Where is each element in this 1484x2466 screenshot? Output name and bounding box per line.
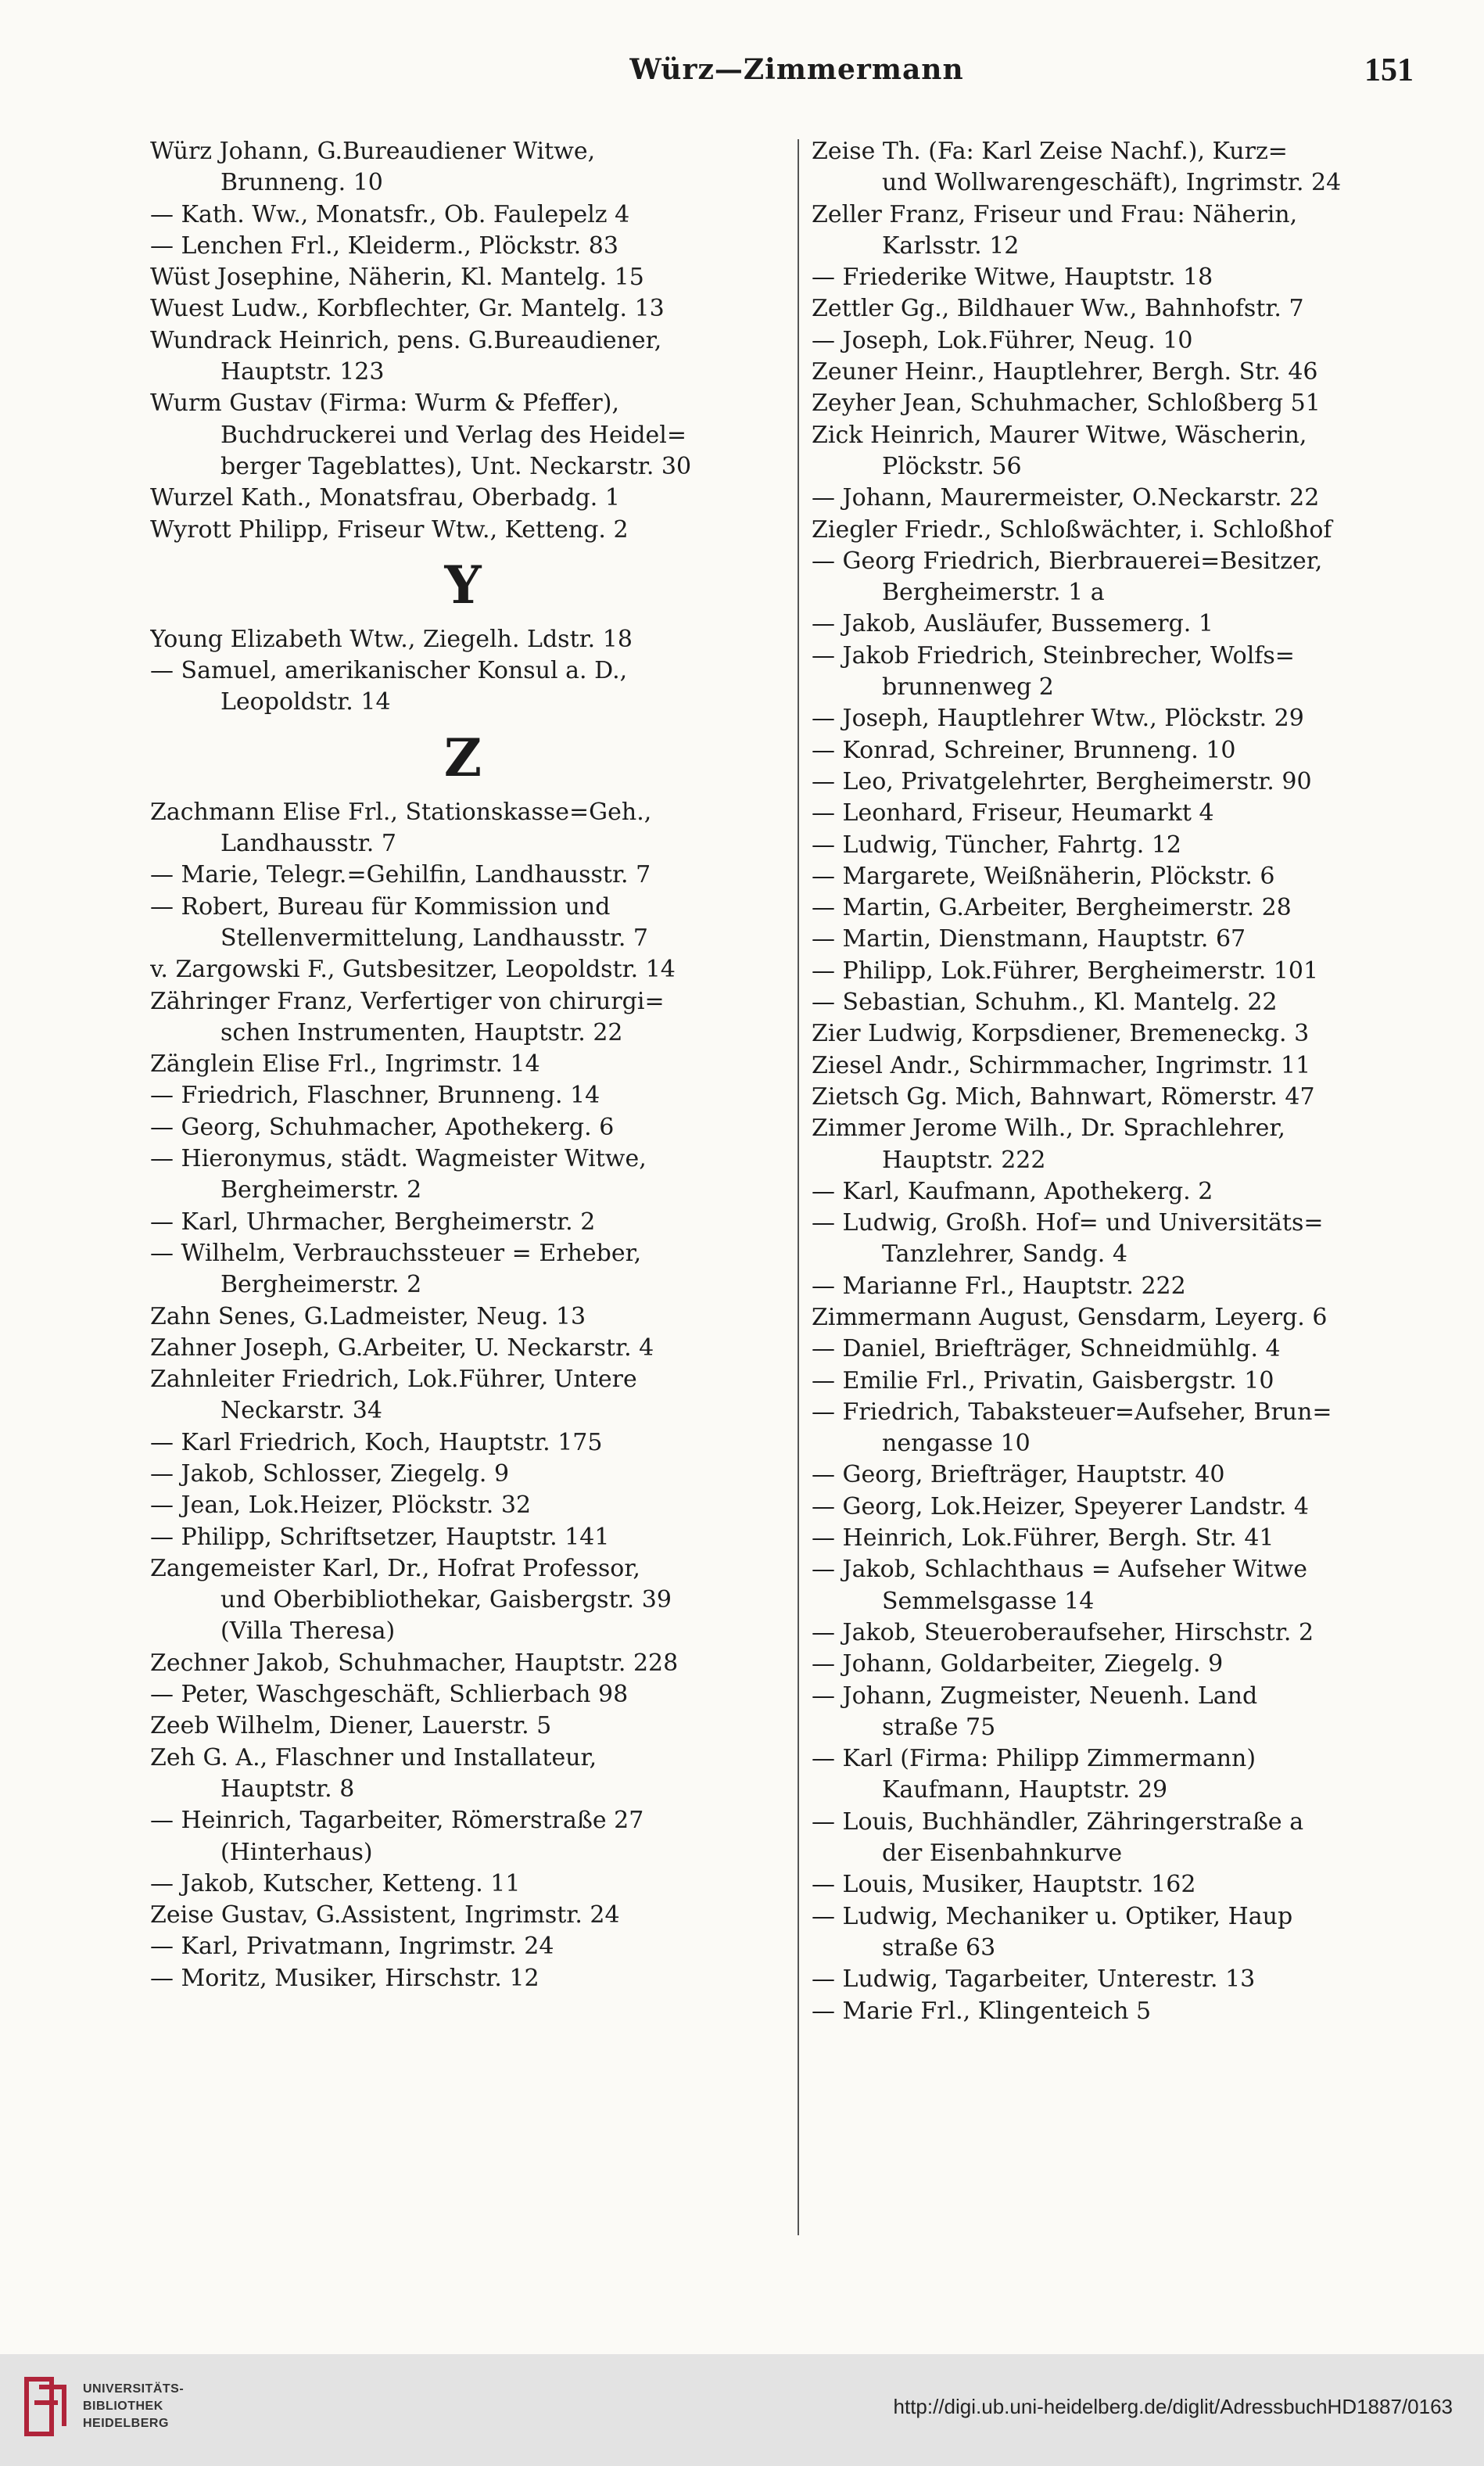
directory-entry (812, 1334, 1437, 1365)
footer-bar (0, 2354, 1484, 2466)
directory-entry (150, 325, 776, 389)
directory-entry (812, 293, 1437, 325)
entry-text: — Ludwig, Tagarbeiter, Unterestr. 13 (812, 1965, 1256, 1994)
entry-continuation: Landhausstr. 7 (220, 830, 396, 858)
entry-text: — Ludwig, Tüncher, Fahrtg. 12 (812, 831, 1182, 859)
page-title: Würz—Zimmermann (629, 53, 964, 86)
entry-text: Zeh G. A., Flaschner und Installateur, (150, 1743, 597, 1771)
entry-text: Zimmer Jerome Wilh., Dr. Sprachlehrer, (812, 1115, 1285, 1143)
directory-entry (812, 798, 1437, 829)
directory-entry (150, 624, 776, 655)
entry-continuation: Hauptstr. 222 (882, 1146, 1046, 1174)
entry-text: Wundrack Heinrich, pens. G.Bureaudiener, (150, 326, 662, 354)
entry-text: — Peter, Waschgeschäft, Schlierbach 98 (150, 1681, 629, 1709)
entry-text: — Robert, Bureau für Kommission und (150, 892, 611, 921)
entry-text: — Friedrich, Flaschner, Brunneng. 14 (150, 1082, 600, 1110)
entry-text: Zettler Gg., Bildhauer Ww., Bahnhofstr. 7 (812, 295, 1304, 323)
entry-text: — Karl, Kaufmann, Apothekerg. 2 (812, 1177, 1213, 1205)
directory-entry (812, 956, 1437, 987)
directory-entry (812, 483, 1437, 514)
directory-entry (150, 231, 776, 262)
directory-entry (150, 1522, 776, 1553)
entry-text: Ziesel Andr., Schirmmacher, Ingrimstr. 11 (812, 1051, 1311, 1079)
directory-entry (812, 861, 1437, 892)
entry-text: — Samuel, amerikanischer Konsul a. D., (150, 657, 628, 685)
right-column (812, 136, 1437, 2263)
directory-entry (812, 1082, 1437, 1113)
directory-entry (812, 924, 1437, 955)
directory-entry (812, 766, 1437, 798)
entry-text: Zahnleiter Friedrich, Lok.Führer, Untere (150, 1366, 637, 1394)
entry-text: Zeyher Jean, Schuhmacher, Schloßberg 51 (812, 389, 1321, 418)
entry-continuation: Plöckstr. 56 (882, 452, 1022, 480)
entry-text: Zier Ludwig, Korpsdiener, Bremeneckg. 3 (812, 1020, 1310, 1048)
entry-text: — Wilhelm, Verbrauchssteuer = Erheber, (150, 1239, 642, 1267)
entry-text: — Marianne Frl., Hauptstr. 222 (812, 1272, 1186, 1300)
entry-text: — Leonhard, Friseur, Heumarkt 4 (812, 799, 1214, 827)
entry-text: — Jakob, Schlosser, Ziegelg. 9 (150, 1459, 510, 1488)
entry-continuation: Leopoldstr. 14 (220, 688, 391, 716)
directory-entry (812, 892, 1437, 924)
entry-continuation: Karlsstr. 12 (882, 232, 1020, 260)
directory-entry (150, 1931, 776, 1962)
entry-text: — Philipp, Schriftsetzer, Hauptstr. 141 (150, 1523, 610, 1551)
directory-entry (150, 1112, 776, 1143)
directory-entry (812, 388, 1437, 419)
entry-text: Zeise Gustav, G.Assistent, Ingrimstr. 24 (150, 1901, 620, 1929)
entry-text: v. Zargowski F., Gutsbesitzer, Leopoldstr. 14 (150, 956, 676, 984)
directory-entry (812, 1176, 1437, 1208)
directory-entry (150, 1805, 776, 1868)
entry-continuation: Tanzlehrer, Sandg. 4 (882, 1240, 1127, 1269)
entry-text: — Georg, Briefträger, Hauptstr. 40 (812, 1461, 1225, 1489)
entry-continuation: und Wollwarengeschäft), Ingrimstr. 24 (882, 169, 1342, 197)
entry-text: — Karl (Firma: Philipp Zimmermann) (812, 1745, 1256, 1773)
directory-entry (812, 987, 1437, 1018)
directory-entry (150, 1900, 776, 1931)
entry-text: — Daniel, Briefträger, Schneidmühlg. 4 (812, 1335, 1281, 1363)
directory-entry (812, 357, 1437, 388)
entry-text: — Leo, Privatgelehrter, Bergheimerstr. 90 (812, 767, 1312, 795)
directory-entry (150, 1459, 776, 1490)
entry-continuation: Brunneng. 10 (220, 169, 383, 197)
entry-text: Zeuner Heinr., Hauptlehrer, Bergh. Str. 46 (812, 358, 1318, 386)
directory-entry (150, 388, 776, 483)
entry-text: — Georg Friedrich, Bierbrauerei=Besitzer, (812, 547, 1323, 575)
entry-text: Zimmermann August, Gensdarm, Leyerg. 6 (812, 1303, 1328, 1331)
directory-entry (150, 1143, 776, 1207)
entry-text: Würz Johann, G.Bureaudiener Witwe, (150, 138, 596, 165)
entry-text: — Margarete, Weißnäherin, Plöckstr. 6 (812, 862, 1275, 890)
entry-text: — Hieronymus, städt. Wagmeister Witwe, (150, 1145, 647, 1173)
directory-entry (812, 420, 1437, 483)
entry-text: — Philipp, Lok.Führer, Bergheimerstr. 101 (812, 957, 1319, 985)
entry-text: — Jean, Lok.Heizer, Plöckstr. 32 (150, 1491, 532, 1520)
directory-entry (150, 262, 776, 293)
entry-continuation: Bergheimerstr. 2 (220, 1176, 422, 1204)
directory-entry (150, 954, 776, 985)
directory-entry (150, 1364, 776, 1427)
entry-continuation: (Villa Theresa) (220, 1617, 396, 1646)
entry-text: — Jakob, Kutscher, Ketteng. 11 (150, 1869, 521, 1897)
entry-text: Young Elizabeth Wtw., Ziegelh. Ldstr. 18 (150, 625, 633, 653)
directory-entry (150, 655, 776, 719)
directory-entry (812, 830, 1437, 861)
directory-entry (812, 1050, 1437, 1082)
library-name-line-1: UNIVERSITÄTS- (83, 2382, 185, 2396)
directory-entry (150, 892, 776, 955)
entry-continuation: nengasse 10 (882, 1430, 1031, 1458)
column-divider (798, 139, 799, 2235)
entry-text: — Friederike Witwe, Hauptstr. 18 (812, 264, 1213, 292)
entry-text: — Jakob, Ausläufer, Bussemerg. 1 (812, 610, 1213, 638)
directory-entry (812, 608, 1437, 640)
directory-entry (150, 1301, 776, 1333)
directory-entry (150, 483, 776, 514)
entry-text: Wyrott Philipp, Friseur Wtw., Ketteng. 2 (150, 515, 629, 544)
entry-text: — Heinrich, Tagarbeiter, Römerstraße 27 (150, 1807, 644, 1835)
entry-continuation: (Hinterhaus) (220, 1838, 373, 1866)
directory-entry (812, 515, 1437, 546)
directory-entry (150, 1963, 776, 1994)
directory-entry (812, 703, 1437, 734)
entry-continuation: Buchdruckerei und Verlag des Heidel= (220, 421, 687, 449)
directory-entry (150, 986, 776, 1050)
directory-entry (812, 1018, 1437, 1050)
entry-text: — Heinrich, Lok.Führer, Bergh. Str. 41 (812, 1524, 1274, 1552)
directory-entry (812, 1491, 1437, 1523)
entry-text: — Emilie Frl., Privatin, Gaisbergstr. 10 (812, 1366, 1274, 1395)
entry-continuation: Hauptstr. 8 (220, 1775, 355, 1803)
directory-entry (150, 1333, 776, 1364)
directory-entry (812, 546, 1437, 609)
entry-text: Ziegler Friedr., Schloßwächter, i. Schloßhof (812, 515, 1332, 544)
directory-entry (812, 199, 1437, 263)
directory-entry (150, 1743, 776, 1806)
directory-entry (812, 641, 1437, 704)
directory-entry (812, 1807, 1437, 1870)
directory-entry (812, 1964, 1437, 1995)
entry-continuation: der Eisenbahnkurve (882, 1840, 1123, 1868)
directory-entry (812, 1554, 1437, 1617)
directory-entry (150, 1553, 776, 1648)
entry-text: — Karl, Privatmann, Ingrimstr. 24 (150, 1933, 554, 1961)
entry-continuation: Bergheimerstr. 1 a (882, 579, 1105, 607)
directory-entry (812, 1649, 1437, 1680)
library-name-line-2: BIBLIOTHEK (83, 2400, 163, 2413)
directory-entry (812, 1459, 1437, 1491)
entry-text: Wurm Gustav (Firma: Wurm & Pfeffer), (150, 389, 619, 418)
directory-entry (812, 1271, 1437, 1302)
directory-entry (812, 136, 1437, 199)
entry-continuation: straße 75 (882, 1713, 996, 1741)
directory-entry (150, 1490, 776, 1521)
entry-text: — Louis, Buchhändler, Zähringerstraße a (812, 1807, 1304, 1836)
entry-text: — Georg, Lok.Heizer, Speyerer Landstr. 4 (812, 1492, 1309, 1520)
entry-text: — Lenchen Frl., Kleiderm., Plöckstr. 83 (150, 232, 618, 260)
entry-text: Zahn Senes, G.Ladmeister, Neug. 13 (150, 1302, 586, 1330)
entry-text: Wurzel Kath., Monatsfrau, Oberbadg. 1 (150, 484, 620, 512)
directory-entry (150, 136, 776, 199)
library-name-line-3: HEIDELBERG (83, 2417, 169, 2430)
directory-entry (150, 797, 776, 860)
source-url-link[interactable]: http://digi.ub.uni-heidelberg.de/diglit/AdressbuchHD1887/0163 (893, 2395, 1453, 2418)
entry-text: — Johann, Zugmeister, Neuenh. Land (812, 1682, 1258, 1710)
entry-continuation: berger Tageblattes), Unt. Neckarstr. 30 (220, 452, 692, 480)
entry-text: — Martin, G.Arbeiter, Bergheimerstr. 28 (812, 894, 1292, 922)
entry-text: — Martin, Dienstmann, Hauptstr. 67 (812, 925, 1246, 953)
entry-text: — Jakob Friedrich, Steinbrecher, Wolfs= (812, 641, 1295, 669)
directory-entry (812, 1113, 1437, 1176)
entry-text: Zeller Franz, Friseur und Frau: Näherin, (812, 200, 1298, 228)
entry-text: — Karl Friedrich, Koch, Hauptstr. 175 (150, 1428, 603, 1456)
directory-entry (150, 199, 776, 231)
entry-text: Zick Heinrich, Maurer Witwe, Wäscherin, (812, 421, 1307, 449)
directory-entry (812, 1366, 1437, 1397)
entry-text: — Kath. Ww., Monatsfr., Ob. Faulepelz 4 (150, 200, 630, 228)
entry-text: — Johann, Maurermeister, O.Neckarstr. 22 (812, 484, 1320, 512)
page-number: 151 (1364, 52, 1414, 88)
section-letter: Z (443, 727, 482, 788)
entry-text: Zahner Joseph, G.Arbeiter, U. Neckarstr. 4 (150, 1334, 654, 1362)
entry-text: — Georg, Schuhmacher, Apothekerg. 6 (150, 1113, 615, 1141)
directory-entry (150, 515, 776, 546)
entry-text: — Moritz, Musiker, Hirschstr. 12 (150, 1964, 539, 1992)
directory-entry (150, 1049, 776, 1080)
entry-text: — Ludwig, Mechaniker u. Optiker, Haup (812, 1902, 1293, 1930)
directory-entry (812, 1617, 1437, 1649)
directory-entry (150, 1427, 776, 1459)
directory-entry (150, 1679, 776, 1710)
entry-text: Zachmann Elise Frl., Stationskasse=Geh., (150, 798, 652, 826)
entry-text: Wuest Ludw., Korbflechter, Gr. Mantelg. 13 (150, 295, 665, 323)
entry-continuation: schen Instrumenten, Hauptstr. 22 (220, 1018, 623, 1046)
entry-text: Wüst Josephine, Näherin, Kl. Mantelg. 15 (150, 264, 644, 292)
entry-text: — Ludwig, Großh. Hof= und Universitäts= (812, 1209, 1324, 1237)
directory-entry (150, 1238, 776, 1301)
directory-entry (812, 1869, 1437, 1901)
directory-entry (812, 1901, 1437, 1965)
directory-entry (150, 293, 776, 325)
page-header (149, 48, 1445, 95)
library-logo[interactable] (20, 2371, 200, 2446)
directory-entry (812, 1302, 1437, 1334)
entry-text: Zähringer Franz, Verfertiger von chirurgi= (150, 987, 665, 1015)
directory-entry (812, 1681, 1437, 1744)
directory-entry (812, 1996, 1437, 2027)
directory-entry (150, 1207, 776, 1238)
entry-text: Zietsch Gg. Mich, Bahnwart, Römerstr. 47 (812, 1082, 1315, 1111)
entry-continuation: Neckarstr. 34 (220, 1397, 382, 1425)
directory-entry (812, 262, 1437, 293)
directory-entry (812, 735, 1437, 766)
entry-continuation: und Oberbibliothekar, Gaisbergstr. 39 (220, 1586, 672, 1614)
section-letter: Y (444, 554, 482, 616)
heidelberg-library-logo-icon (20, 2371, 75, 2442)
left-column (150, 136, 776, 2263)
entry-text: — Johann, Goldarbeiter, Ziegelg. 9 (812, 1650, 1224, 1678)
entry-text: — Louis, Musiker, Hauptstr. 162 (812, 1871, 1196, 1899)
entry-text: — Jakob, Steueroberaufseher, Hirschstr. 2 (812, 1618, 1314, 1646)
directory-entry (812, 1523, 1437, 1554)
entry-text: — Marie Frl., Klingenteich 5 (812, 1997, 1152, 2025)
entry-text: — Karl, Uhrmacher, Bergheimerstr. 2 (150, 1208, 596, 1236)
directory-entry (812, 1397, 1437, 1460)
entry-text: — Joseph, Lok.Führer, Neug. 10 (812, 326, 1193, 354)
directory-entry (150, 1648, 776, 1679)
entry-text: — Friedrich, Tabaksteuer=Aufseher, Brun= (812, 1398, 1332, 1426)
directory-entry (150, 1868, 776, 1900)
directory-entry (812, 325, 1437, 357)
directory-entry (150, 1710, 776, 1742)
directory-entry (812, 1208, 1437, 1271)
entry-text: — Jakob, Schlachthaus = Aufseher Witwe (812, 1556, 1308, 1584)
entry-text: Zangemeister Karl, Dr., Hofrat Professor, (150, 1554, 640, 1582)
entry-text: Zänglein Elise Frl., Ingrimstr. 14 (150, 1050, 540, 1079)
directory-entry (150, 860, 776, 891)
entry-continuation: Semmelsgasse 14 (882, 1587, 1095, 1615)
directory-entry (150, 1080, 776, 1111)
entry-continuation: straße 63 (882, 1933, 996, 1962)
entry-text: — Konrad, Schreiner, Brunneng. 10 (812, 736, 1236, 764)
entry-continuation: Stellenvermittelung, Landhausstr. 7 (220, 924, 649, 952)
entry-continuation: Hauptstr. 123 (220, 358, 385, 386)
directory-entry (812, 1743, 1437, 1807)
entry-text: — Sebastian, Schuhm., Kl. Mantelg. 22 (812, 989, 1278, 1017)
entry-text: — Marie, Telegr.=Gehilfin, Landhausstr. 7 (150, 861, 651, 889)
entry-text: Zechner Jakob, Schuhmacher, Hauptstr. 228 (150, 1649, 679, 1677)
entry-text: Zeeb Wilhelm, Diener, Lauerstr. 5 (150, 1712, 552, 1740)
entry-continuation: Kaufmann, Hauptstr. 29 (882, 1776, 1168, 1804)
entry-continuation: brunnenweg 2 (882, 673, 1054, 702)
entry-continuation: Bergheimerstr. 2 (220, 1271, 422, 1299)
entry-text: — Joseph, Hauptlehrer Wtw., Plöckstr. 29 (812, 705, 1304, 733)
entry-text: Zeise Th. (Fa: Karl Zeise Nachf.), Kurz= (812, 138, 1288, 165)
